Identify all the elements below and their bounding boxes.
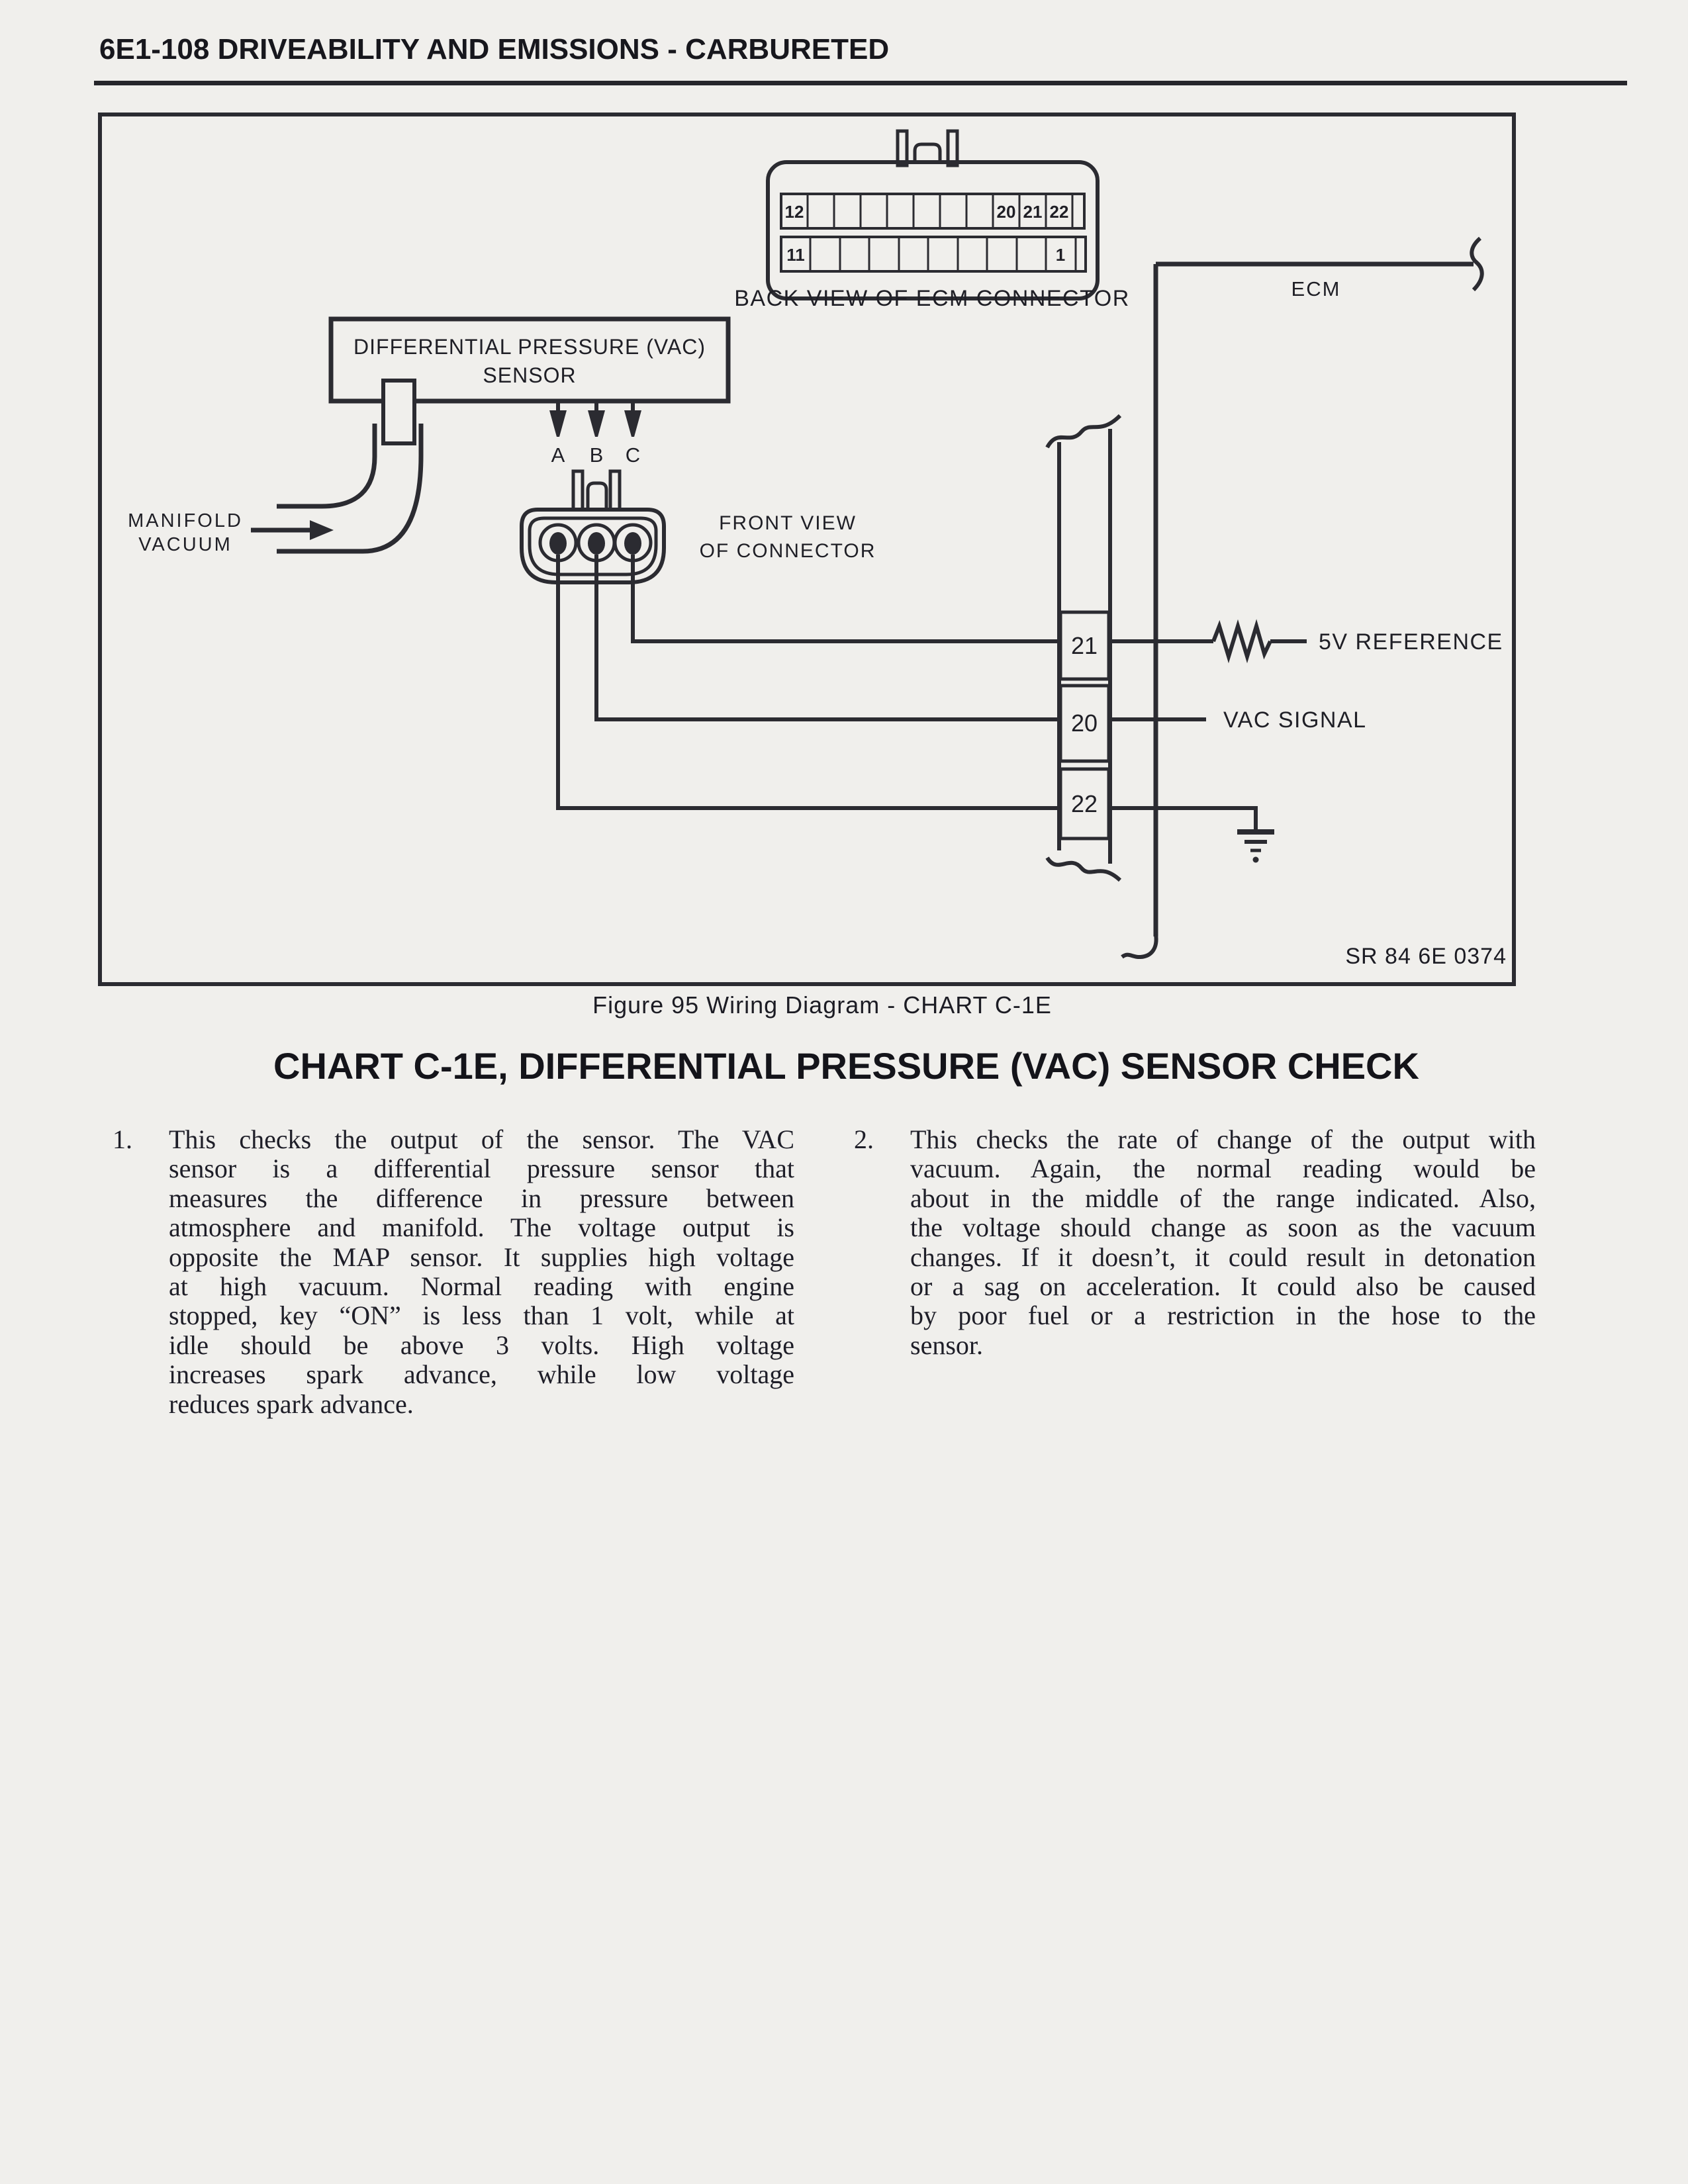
- key-post-left: [573, 471, 583, 510]
- ecm-pin-column: [1047, 416, 1120, 880]
- figure-caption: Figure 95 Wiring Diagram - CHART C-1E: [592, 991, 1052, 1019]
- body-item-1: [113, 1125, 794, 1419]
- manifold-label-line1: MANIFOLD: [128, 510, 243, 531]
- pin-row-bottom-dividers: [810, 237, 1076, 271]
- pin-b-arrow: [588, 410, 605, 437]
- connector-front-view: [522, 471, 876, 582]
- signal-5v: [1110, 626, 1503, 657]
- pin-a-label: A: [551, 443, 565, 467]
- wiring-diagram: [0, 0, 1688, 1032]
- pin-box-22-label: 22: [1070, 790, 1098, 817]
- manifold-vacuum: [128, 381, 421, 555]
- pin-a-arrow: [549, 410, 567, 437]
- 5v-reference-label: 5V REFERENCE: [1319, 629, 1503, 655]
- vac-signal-label: VAC SIGNAL: [1223, 707, 1367, 733]
- item-2-text: This checks the rate of change of the output with vacuum. Again, the normal reading would be about in the middle of the range indicated. Also, the voltage should change as soon as the vacuum changes. If it doesn’t, it could result in detonation or a sag on acceleration. It could also be caused by poor fuel or a restriction in the hose to the sensor.: [910, 1124, 1536, 1360]
- pin-b-label: B: [589, 443, 604, 467]
- hose-inner-wall: [277, 424, 375, 506]
- pin-box-20-label: 20: [1070, 709, 1098, 737]
- ecm-connector-back: [734, 131, 1130, 311]
- pin-12-label: 12: [784, 202, 804, 222]
- page-header: 6E1-108 DRIVEABILITY AND EMISSIONS - CARBURETED: [99, 33, 890, 66]
- wire-b-to-20: [596, 555, 1062, 719]
- signal-vac: [1110, 707, 1367, 733]
- front-view-label-line1: FRONT VIEW: [719, 512, 857, 534]
- item-2-number: 2.: [854, 1124, 874, 1154]
- connector-shell: [768, 162, 1098, 298]
- key-post-right: [610, 471, 620, 510]
- pin-20-label: 20: [996, 202, 1016, 222]
- manifold-label-line2: VACUUM: [138, 534, 232, 555]
- item-1-text: This checks the output of the sensor. The VAC sensor is a differential pressure sensor that measures the difference in pressure between atmosphere and manifold. The voltage output is opposite the MAP sensor. It supplies high voltage at high vacuum. Normal reading with engine stopped, key “ON” is less than 1 volt, while at idle should be above 3 volts. High voltage increases spark advance, while low voltage reduces spark advance.: [169, 1124, 794, 1419]
- pin-11-label: 11: [786, 245, 805, 265]
- ecm-module: [1122, 238, 1482, 957]
- sensor-box-line1: DIFFERENTIAL PRESSURE (VAC): [353, 335, 706, 359]
- ecm-label: ECM: [1291, 277, 1341, 300]
- figure-stamp: SR 84 6E 0374: [1345, 944, 1507, 969]
- body-item-2: [854, 1125, 1536, 1360]
- section-title: CHART C-1E, DIFFERENTIAL PRESSURE (VAC) SENSOR CHECK: [273, 1045, 1419, 1087]
- key-bracket: [588, 483, 606, 510]
- back-view-label: BACK VIEW OF ECM CONNECTOR: [734, 286, 1130, 311]
- wires: [558, 555, 1062, 808]
- signal-ground: [1110, 808, 1274, 863]
- pin-box-21-label: 21: [1070, 632, 1098, 659]
- pin-1-label: 1: [1055, 245, 1066, 265]
- vacuum-port: [383, 381, 414, 443]
- ecm-break-symbol-bottom: [1122, 934, 1156, 957]
- pin-c-label: C: [625, 443, 641, 467]
- item-1-number: 1.: [113, 1124, 132, 1154]
- ground-dot: [1253, 857, 1259, 863]
- sensor-box-line2: SENSOR: [483, 363, 577, 387]
- sensor-pins: [549, 402, 641, 467]
- resistor-symbol: [1213, 626, 1270, 657]
- flow-arrow-head: [310, 520, 334, 540]
- pin-22-label: 22: [1049, 202, 1069, 222]
- wire-c-to-21: [633, 555, 1062, 641]
- pin-row-bottom: [781, 237, 1086, 271]
- pin-21-label: 21: [1023, 202, 1043, 222]
- front-view-label-line2: OF CONNECTOR: [699, 540, 876, 562]
- pin-c-arrow: [624, 410, 641, 437]
